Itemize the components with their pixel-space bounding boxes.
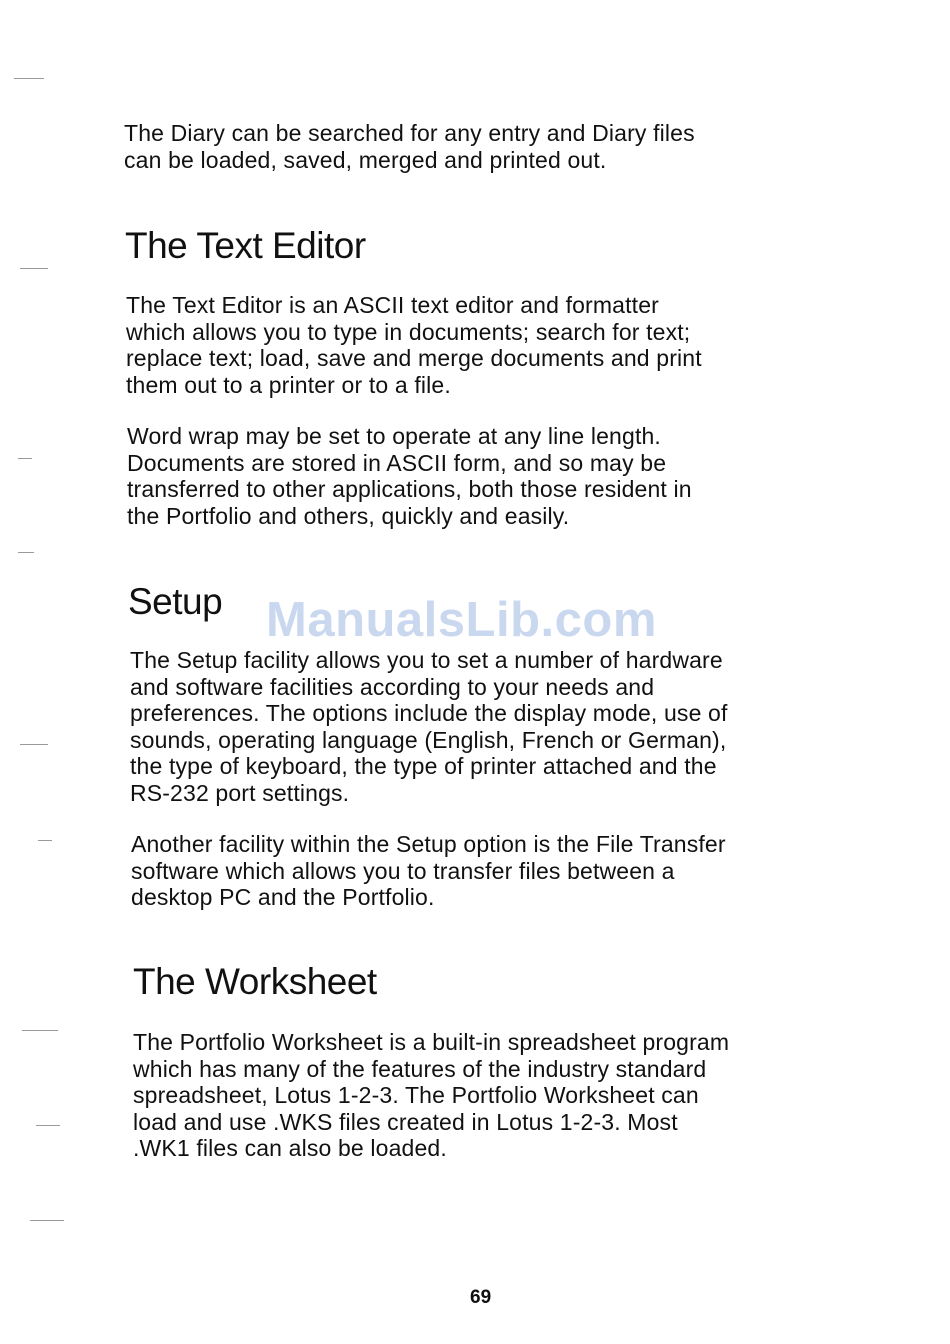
margin-mark: [18, 458, 32, 459]
margin-mark: [20, 268, 48, 269]
page-number: 69: [470, 1287, 492, 1308]
setup-paragraph-1: The Setup facility allows you to set a number of hardware and software facilities according to your needs and preferences. The options include the display mode, use of sounds, operating language (English, French or German), the type of keyboard, the type of printer attached and the RS-232 port settings.: [130, 647, 728, 806]
text-editor-paragraph-1: The Text Editor is an ASCII text editor and formatter which allows you to type in documents; search for text; replace text; load, save and merge documents and print them out to a printer or to a file.: [126, 292, 702, 398]
text-editor-paragraph-2: Word wrap may be set to operate at any line length. Documents are stored in ASCII form, and so may be transferred to other applications, both those resident in the Portfolio and others, quickly and easily.: [127, 423, 692, 529]
margin-mark: [18, 552, 34, 553]
margin-mark: [20, 744, 48, 745]
margin-mark: [30, 1220, 64, 1221]
worksheet-paragraph-1: The Portfolio Worksheet is a built-in spreadsheet program which has many of the features of the industry standard spreadsheet, Lotus 1-2-3. The Portfolio Worksheet can load and use .WKS files created in Lotus 1-2-3. Most .WK1 files can also be loaded.: [133, 1029, 730, 1161]
section-heading-text-editor: The Text Editor: [125, 225, 366, 266]
margin-mark: [36, 1125, 60, 1126]
margin-mark: [38, 840, 52, 841]
section-heading-setup: Setup: [128, 581, 223, 622]
setup-paragraph-2: Another facility within the Setup option is the File Transfer software which allows you to transfer files between a desktop PC and the Portfolio.: [131, 831, 726, 910]
margin-mark: [14, 78, 44, 79]
section-heading-worksheet: The Worksheet: [133, 961, 377, 1002]
watermark-text: ManualsLib.com: [266, 593, 657, 647]
intro-paragraph: The Diary can be searched for any entry and Diary files can be loaded, saved, merged and printed out.: [124, 120, 695, 173]
margin-mark: [22, 1030, 58, 1031]
